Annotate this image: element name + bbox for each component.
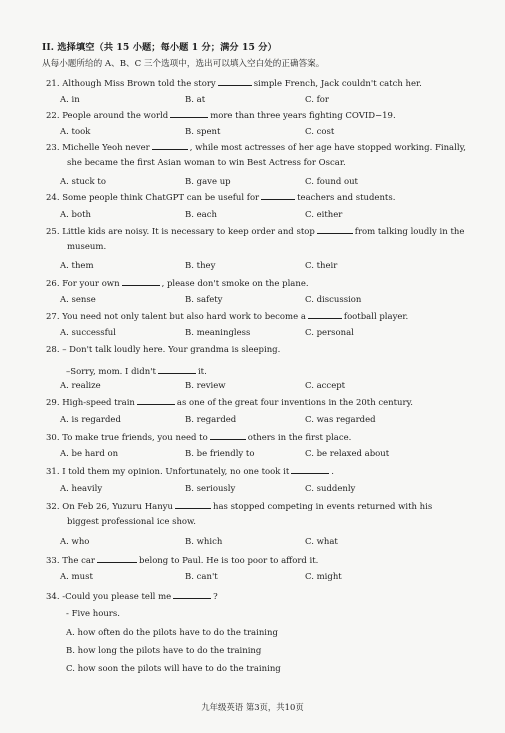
question-27: 27. You need not only talent but also hard work to become a football player.	[46, 309, 476, 325]
option-c[interactable]: C. discussion	[305, 295, 362, 305]
answer-blank[interactable]	[308, 309, 342, 319]
option-a[interactable]: A. in	[60, 95, 80, 105]
question-24: 24. Some people think ChatGPT can be useful for teachers and students.	[46, 190, 476, 206]
option-a[interactable]: A. is regarded	[60, 415, 121, 425]
option-a[interactable]: A. heavily	[60, 484, 103, 494]
option-c[interactable]: C. how soon the pilots will have to do the training	[66, 664, 281, 674]
option-b[interactable]: B. how long the pilots have to do the training	[66, 646, 262, 656]
option-a[interactable]: A. sense	[60, 295, 96, 305]
question-32: 32. On Feb 26, Yuzuru Hanyu has stopped competing in events returned with his biggest professional ice show.	[46, 499, 476, 530]
answer-blank[interactable]	[173, 589, 211, 599]
option-b[interactable]: B. meaningless	[185, 328, 251, 338]
option-a[interactable]: A. who	[60, 537, 90, 547]
question-23: 23. Michelle Yeoh never , while most actresses of her age have stopped working. Finally, she became the first Asian woman to win Best Actress for Oscar.	[46, 140, 476, 171]
option-c[interactable]: C. might	[305, 572, 342, 582]
option-c[interactable]: C. accept	[305, 381, 346, 391]
option-b[interactable]: B. safety	[185, 295, 223, 305]
question-28: 28. – Don't talk loudly here. Your grandma is sleeping.	[46, 345, 281, 355]
option-b[interactable]: B. seriously	[185, 484, 236, 494]
option-c[interactable]: C. be relaxed about	[305, 449, 390, 459]
question-30: 30. To make true friends, you need to others in the first place.	[46, 430, 476, 446]
question-29: 29. High-speed train as one of the great four inventions in the 20th century.	[46, 395, 476, 411]
section-instruction: 从每小题所给的 A、B、C 三个选项中，选出可以填入空白处的正确答案。	[42, 59, 325, 69]
answer-blank[interactable]	[317, 224, 353, 234]
answer-blank[interactable]	[291, 464, 329, 474]
option-c[interactable]: C. was regarded	[305, 415, 376, 425]
option-c[interactable]: C. for	[305, 95, 329, 105]
option-b[interactable]: B. gave up	[185, 177, 231, 187]
question-25: 25. Little kids are noisy. It is necessary to keep order and stop from talking loudly in the museum.	[46, 224, 476, 255]
option-c[interactable]: C. suddenly	[305, 484, 356, 494]
answer-blank[interactable]	[170, 108, 208, 118]
option-b[interactable]: B. each	[185, 210, 217, 220]
answer-blank[interactable]	[218, 76, 252, 86]
option-a[interactable]: A. successful	[60, 328, 116, 338]
answer-blank[interactable]	[261, 190, 295, 200]
option-a[interactable]: A. realize	[60, 381, 101, 391]
option-b[interactable]: B. they	[185, 261, 216, 271]
answer-blank[interactable]	[152, 140, 188, 150]
option-a[interactable]: A. both	[60, 210, 91, 220]
option-c[interactable]: C. what	[305, 537, 338, 547]
option-b[interactable]: B. which	[185, 537, 223, 547]
question-26: 26. For your own , please don't smoke on the plane.	[46, 276, 476, 292]
question-33: 33. The car belong to Paul. He is too poor to afford it.	[46, 553, 476, 569]
option-a[interactable]: A. stuck to	[60, 177, 106, 187]
option-b[interactable]: B. be friendly to	[185, 449, 255, 459]
option-c[interactable]: C. cost	[305, 127, 335, 137]
answer-blank[interactable]	[158, 364, 196, 374]
option-c[interactable]: C. their	[305, 261, 338, 271]
answer-blank[interactable]	[210, 430, 246, 440]
question-22: 22. People around the world more than three years fighting COVID−19.	[46, 108, 476, 124]
option-c[interactable]: C. personal	[305, 328, 354, 338]
option-b[interactable]: B. review	[185, 381, 226, 391]
option-b[interactable]: B. spent	[185, 127, 221, 137]
question-31: 31. I told them my opinion. Unfortunately, no one took it .	[46, 464, 476, 480]
option-b[interactable]: B. at	[185, 95, 206, 105]
option-a[interactable]: A. be hard on	[60, 449, 119, 459]
option-b[interactable]: B. can't	[185, 572, 218, 582]
answer-blank[interactable]	[137, 395, 175, 405]
option-a[interactable]: A. took	[60, 127, 91, 137]
section-heading: II. 选择填空（共 15 小题；每小题 1 分；满分 15 分）	[42, 42, 277, 53]
option-a[interactable]: A. how often do the pilots have to do the training	[66, 628, 278, 638]
question-21: 21. Although Miss Brown told the story simple French, Jack couldn't catch her.	[46, 76, 476, 92]
option-c[interactable]: C. either	[305, 210, 343, 220]
option-b[interactable]: B. regarded	[185, 415, 237, 425]
option-a[interactable]: A. them	[60, 261, 94, 271]
question-34: 34. -Could you please tell me ?	[46, 589, 476, 605]
page-footer: 九年级英语 第3页，共10页	[201, 702, 304, 712]
answer-blank[interactable]	[97, 553, 137, 563]
answer-blank[interactable]	[175, 499, 211, 509]
answer-blank[interactable]	[122, 276, 160, 286]
question-28-reply: –Sorry, mom. I didn't it.	[66, 364, 207, 377]
option-c[interactable]: C. found out	[305, 177, 358, 187]
option-a[interactable]: A. must	[60, 572, 93, 582]
question-34-reply: - Five hours.	[66, 609, 120, 619]
